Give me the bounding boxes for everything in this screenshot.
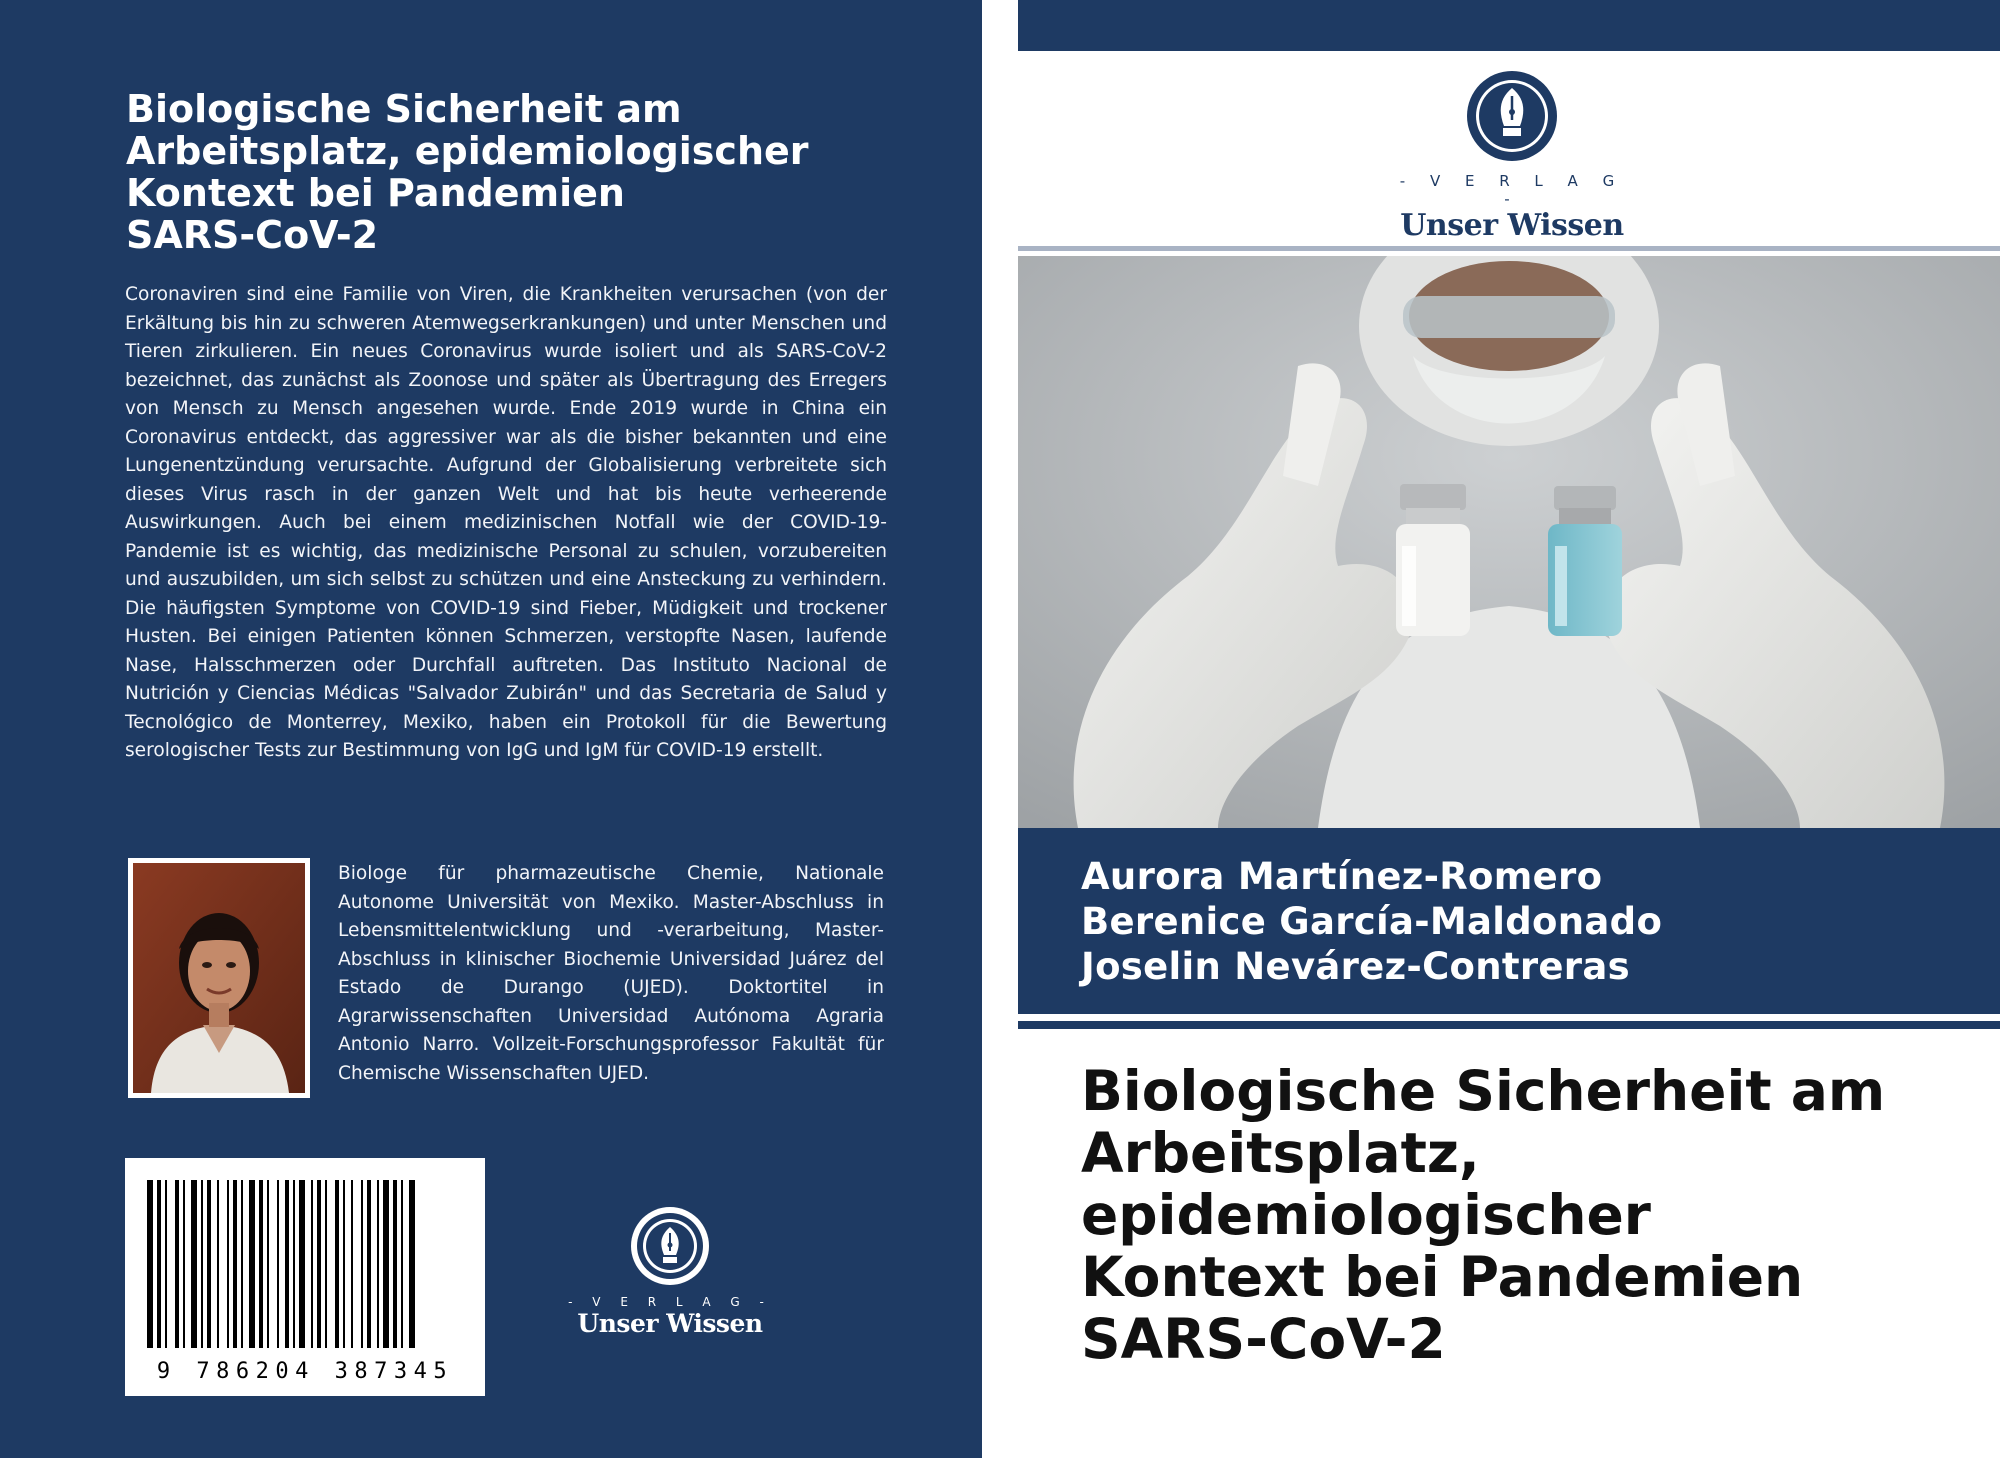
back-title-line: Biologische Sicherheit am [126,87,682,131]
back-title-line: Arbeitsplatz, epidemiologischer [126,129,809,173]
barcode-bar [293,1180,295,1348]
authors-band [1018,828,2000,1014]
barcode-bar [367,1180,371,1348]
divider-rule [1018,246,2000,251]
front-title-line: Biologische Sicherheit am [1081,1059,1886,1123]
barcode-bar [249,1180,255,1348]
book-blurb: Coronaviren sind eine Familie von Viren, die Krankheiten verursachen (von der Erkältung bis hin zu schweren Atemwegserkrankungen) und unter Menschen und Tieren zirkulieren. Ein neues Coronavirus wurde isoliert und als SARS-CoV-2 bezeichnet, das zunächst als Zoonose und später als Übertragung des Erregers von Mensch zu Mensch angesehen wurde. Ende 2019 wurde in China ein Coronavirus entdeckt, das aggressiver war als die bisher bekannten und eine Lungenentzündung verursachte. Aufgrund der Globalisierung verbreitete sich dieses Virus rasch in der ganzen Welt und hat bis heute verheerende Auswirkungen. Auch bei einem medizinischen Notfall wie der COVID-19-Pandemie ist es wichtig, das medizinische Personal zu schulen, vorzubereiten und auszubilden, um sich selbst zu schützen und eine Ansteckung zu verhindern. Die häufigsten Symptome von COVID-19 sind Fieber, Müdigkeit und trockener Husten. Bei einigen Patienten können Schmerzen, verstopfte Nasen, laufende Nase, Halsschmerzen oder Durchfall auftreten. Das Instituto Nacional de Nutrición y Ciencias Médicas "Salvador Zubirán" und das Secretaria de Salud y Tecnológico de Monterrey, Mexiko, haben ein Protokoll für die Bewertung serologischer Tests zur Bestimmung von IgG und IgM für COVID-19 erstellt. [125,284,887,761]
top-band [1018,0,2000,51]
isbn-barcode [125,1158,485,1396]
spine-gap [982,0,1018,1458]
barcode-bar [183,1180,185,1348]
front-publisher-logo [1392,70,1632,243]
barcode-bar [201,1180,203,1348]
cover-photo-vials [1018,256,2000,828]
publisher-name: Unser Wissen [1400,208,1624,243]
author-bio: Biologe für pharmazeutische Chemie, Nationale Autonome Universität von Mexiko. Master-Abschluss in Lebensmittelentwicklung und -verarbeitung, Master-Abschluss in klinischer Biochemie Universidad Juárez del Estado de Durango (UJED). Doktortitel in Agrarwissenschaften Universidad Autónoma Agraria Antonio Narro. Vollzeit-Forschungsprofessor Fakultät für Chemische Wissenschaften UJED. [338,863,884,1084]
barcode-bar [191,1180,197,1348]
author-photo [128,858,310,1098]
back-title-line: SARS-CoV-2 [126,213,379,257]
barcode-bar [383,1180,389,1348]
front-title-line: Kontext bei Pandemien [1081,1245,1804,1309]
fountain-pen-nib-icon [1466,70,1558,162]
barcode-bar [259,1180,263,1348]
barcode-bar [207,1180,211,1348]
front-title-line: Arbeitsplatz, [1081,1121,1480,1185]
barcode-bar [343,1180,345,1348]
front-cover [1018,0,2000,1458]
barcode-bar [217,1180,219,1348]
publisher-seal-icon [629,1205,711,1287]
publisher-name: Unser Wissen [577,1309,763,1338]
barcode-bar [267,1180,269,1348]
barcode-bar [377,1180,379,1348]
back-title-line: Kontext bei Pandemien [126,171,625,215]
barcode-bar [233,1180,237,1348]
barcode-bar [285,1180,289,1348]
author-name: Berenice García-Maldonado [1081,900,1663,943]
barcode-bar [241,1180,243,1348]
front-cover-title [1081,1060,1981,1370]
author-name: Joselin Nevárez-Contreras [1081,945,1630,988]
barcode-bar [393,1180,397,1348]
divider-rule [1018,1021,2000,1029]
verlag-label: - V E R L A G - [568,1295,772,1309]
barcode-bar [317,1180,321,1348]
back-publisher-logo [560,1205,780,1345]
barcode-bar [227,1180,229,1348]
verlag-label: - V E R L A G - [1399,172,1625,208]
isbn-number: 9 786204 387345 [156,1359,454,1384]
barcode-bar [157,1180,161,1348]
back-cover [0,0,982,1458]
barcode-bar [277,1180,279,1348]
barcode-bar [311,1180,313,1348]
barcode-bar [335,1180,339,1348]
barcode-bar [325,1180,327,1348]
barcode-bar [165,1180,167,1348]
back-cover-title [126,88,886,256]
barcode-bar [401,1180,403,1348]
barcode-bar [409,1180,415,1348]
barcode-bar [351,1180,353,1348]
author-list [1081,854,1662,989]
barcode-bar [147,1180,153,1348]
front-title-line: epidemiologischer [1081,1183,1651,1247]
barcode-bar [361,1180,363,1348]
barcode-bar [299,1180,305,1348]
barcode-bar [175,1180,179,1348]
front-title-line: SARS-CoV-2 [1081,1307,1446,1371]
author-name: Aurora Martínez-Romero [1081,855,1603,898]
